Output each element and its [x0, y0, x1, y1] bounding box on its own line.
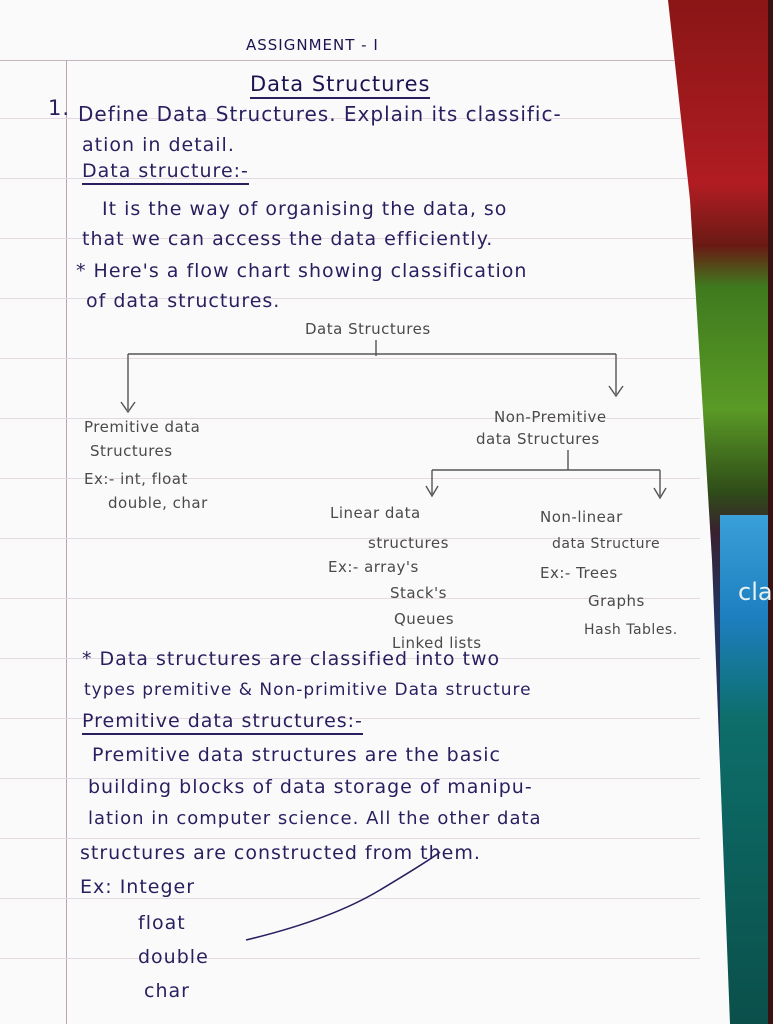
flowchart-primitive: Premitive data: [84, 418, 201, 436]
primitive-example: float: [138, 912, 186, 934]
primitive-line: building blocks of data storage of manipu-: [88, 776, 533, 798]
flowchart-nonprimitive: Non-Premitive: [494, 408, 607, 426]
flowchart-linear: Linear data: [330, 504, 421, 522]
flowchart-nonprimitive: data Structures: [476, 430, 600, 448]
primitive-heading: Premitive data structures:-: [82, 710, 363, 735]
page-title: Data Structures: [250, 72, 430, 99]
classification-line: * Data structures are classified into two: [82, 648, 501, 670]
primitive-example: char: [144, 980, 190, 1002]
flowchart-linear-example: Stack's: [390, 584, 447, 602]
question-line: ation in detail.: [82, 134, 235, 156]
definition-line: that we can access the data efficiently.: [82, 228, 494, 250]
primitive-line: structures are constructed from them.: [80, 842, 481, 864]
primitive-example: double: [138, 946, 209, 968]
classification-line: types premitive & Non-primitive Data structure: [84, 680, 532, 700]
definition-heading: Data structure:-: [82, 160, 249, 185]
pen-scribble: [246, 852, 440, 940]
flowchart-root: Data Structures: [305, 320, 431, 338]
flowchart-linear-example: Queues: [394, 610, 455, 628]
primitive-examples-label: Ex: Integer: [80, 876, 196, 898]
definition-line: It is the way of organising the data, so: [102, 198, 508, 220]
flowchart-primitive-example: Ex:- int, float: [84, 470, 188, 488]
assignment-label: ASSIGNMENT - I: [246, 36, 379, 54]
flowchart-nonlinear-example: Hash Tables.: [584, 622, 678, 638]
question-number: 1.: [48, 96, 71, 120]
definition-line: of data structures.: [86, 290, 281, 312]
question-line: Define Data Structures. Explain its classific-: [78, 102, 562, 126]
flowchart-primitive-example: double, char: [108, 494, 208, 512]
definition-line: * Here's a flow chart showing classification: [76, 260, 528, 282]
book-cover-label: cla: [738, 578, 773, 606]
flowchart-linear-example: Ex:- array's: [328, 558, 419, 576]
flowchart-linear: structures: [368, 534, 449, 552]
flowchart-nonlinear-example: Ex:- Trees: [540, 564, 618, 582]
flowchart-linear-example: Linked lists: [392, 634, 482, 652]
flowchart-nonlinear: Non-linear: [540, 508, 623, 526]
flowchart-primitive: Structures: [90, 442, 173, 460]
primitive-line: Premitive data structures are the basic: [92, 744, 502, 766]
flowchart-nonlinear-example: Graphs: [588, 592, 645, 610]
flowchart-nonlinear: data Structure: [552, 536, 661, 552]
primitive-line: lation in computer science. All the other data: [88, 808, 542, 829]
